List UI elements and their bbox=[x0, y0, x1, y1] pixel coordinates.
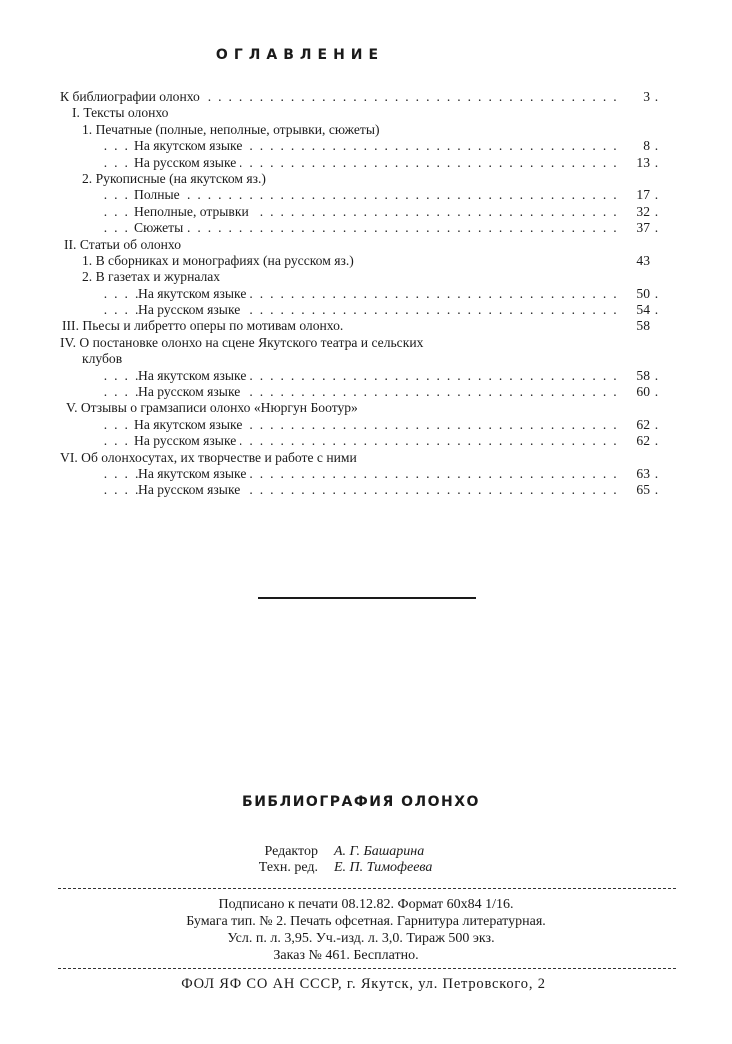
toc-entry-label: III. Пьесы и либретто оперы по мотивам олонхо. bbox=[62, 318, 347, 334]
toc-entry bbox=[60, 335, 660, 351]
toc-entry-page: 3 bbox=[620, 89, 650, 105]
toc-entry-label: На якутском языке bbox=[134, 138, 246, 154]
toc-entry-label: На якутском языке bbox=[138, 368, 250, 384]
toc-entry-label: Неполные, отрывки bbox=[134, 204, 253, 220]
toc-entry bbox=[60, 417, 660, 433]
editor-credit bbox=[228, 844, 424, 860]
toc-entry-label: На русском языке bbox=[138, 302, 244, 318]
toc-entry-page: 54 bbox=[620, 302, 650, 318]
toc-entry-label: 1. Печатные (полные, неполные, отрывки, сюжеты) bbox=[82, 122, 384, 138]
toc-entry bbox=[60, 187, 660, 203]
toc-entry bbox=[60, 368, 660, 384]
dashed-rule-top bbox=[58, 888, 676, 889]
print-details-line: Усл. п. л. 3,95. Уч.-изд. л. 3,0. Тираж 500 экз. bbox=[227, 931, 495, 946]
toc-entry bbox=[60, 89, 660, 105]
toc-entry-label: На русском языке bbox=[138, 482, 244, 498]
toc-entry-page: 50 bbox=[620, 286, 650, 302]
toc-entry-page: 63 bbox=[620, 466, 650, 482]
tech-editor-role: Техн. ред. bbox=[258, 860, 318, 875]
print-details-line: Заказ № 461. Бесплатно. bbox=[273, 948, 419, 963]
toc-entry bbox=[60, 269, 660, 285]
print-details-line: Подписано к печати 08.12.82. Формат 60x84 1/16. bbox=[218, 897, 514, 912]
toc-entry-page: 43 bbox=[620, 253, 650, 269]
toc-entry-label: Полные bbox=[134, 187, 184, 203]
toc-entry-page: 60 bbox=[620, 384, 650, 400]
toc-entry bbox=[60, 138, 660, 154]
tech-editor-credit bbox=[228, 860, 432, 876]
tech-editor-name: Е. П. Тимофеева bbox=[334, 860, 433, 875]
toc-entry bbox=[60, 105, 660, 121]
toc-entry-label: V. Отзывы о грамзаписи олонхо «Нюргун Боотур» bbox=[66, 400, 362, 416]
toc-entry-label: На якутском языке bbox=[138, 286, 250, 302]
toc-entry-label: I. Тексты олонхо bbox=[72, 105, 172, 121]
dashed-rule-bottom bbox=[58, 968, 676, 969]
toc-entry-label: II. Статьи об олонхо bbox=[64, 237, 185, 253]
toc-entry-label: На русском языке bbox=[134, 155, 240, 171]
toc-entry-page: 62 bbox=[620, 417, 650, 433]
toc-entry bbox=[60, 433, 660, 449]
toc-entry bbox=[60, 204, 660, 220]
toc-entry-label: IV. О постановке олонхо на сцене Якутского театра и сельских bbox=[60, 335, 427, 351]
toc-entry-page: 32 bbox=[620, 204, 650, 220]
toc-entry-label: 2. Рукописные (на якутском яз.) bbox=[82, 171, 270, 187]
toc-entry-label: VI. Об олонхосутах, их творчестве и работе с ними bbox=[60, 450, 361, 466]
toc-entry bbox=[60, 351, 660, 367]
table-of-contents bbox=[60, 89, 660, 499]
print-details-line: Бумага тип. № 2. Печать офсетная. Гарнитура литературная. bbox=[186, 914, 546, 929]
publisher-line: ФОЛ ЯФ СО АН СССР, г. Якутск, ул. Петровского, 2 bbox=[181, 976, 546, 992]
toc-entry-page: 65 bbox=[620, 482, 650, 498]
toc-entry-label: На русском языке bbox=[134, 433, 240, 449]
toc-entry-label: На якутском языке bbox=[138, 466, 250, 482]
toc-entry-page: 58 bbox=[620, 368, 650, 384]
toc-entry-page: 58 bbox=[620, 318, 650, 334]
toc-entry-page: 8 bbox=[620, 138, 650, 154]
toc-entry-label: К библиографии олонхо bbox=[60, 89, 204, 105]
toc-entry bbox=[60, 302, 660, 318]
toc-entry bbox=[60, 286, 660, 302]
toc-entry-label: На русском языке bbox=[138, 384, 244, 400]
toc-entry bbox=[60, 171, 660, 187]
toc-entry-label: Сюжеты bbox=[134, 220, 187, 236]
toc-heading: ОГЛАВЛЕНИЕ bbox=[215, 47, 385, 63]
toc-entry bbox=[60, 237, 660, 253]
section-divider bbox=[258, 597, 476, 599]
toc-entry bbox=[60, 466, 660, 482]
toc-entry bbox=[60, 384, 660, 400]
toc-entry bbox=[60, 220, 660, 236]
toc-entry-page: 37 bbox=[620, 220, 650, 236]
editor-name: А. Г. Башарина bbox=[334, 844, 425, 859]
imprint-title: БИБЛИОГРАФИЯ ОЛОНХО bbox=[242, 794, 480, 810]
toc-entry bbox=[60, 253, 660, 269]
toc-entry bbox=[60, 400, 660, 416]
toc-entry bbox=[60, 122, 660, 138]
toc-entry bbox=[60, 155, 660, 171]
toc-entry bbox=[60, 318, 660, 334]
editor-role: Редактор bbox=[264, 844, 318, 859]
toc-entry bbox=[60, 482, 660, 498]
toc-entry-page: 17 bbox=[620, 187, 650, 203]
toc-entry-page: 13 bbox=[620, 155, 650, 171]
toc-entry-page: 62 bbox=[620, 433, 650, 449]
toc-entry-label: 1. В сборниках и монографиях (на русском яз.) bbox=[82, 253, 358, 269]
toc-entry-label: 2. В газетах и журналах bbox=[82, 269, 224, 285]
toc-entry bbox=[60, 450, 660, 466]
toc-entry-label: На якутском языке bbox=[134, 417, 246, 433]
toc-entry-label: клубов bbox=[82, 351, 126, 367]
